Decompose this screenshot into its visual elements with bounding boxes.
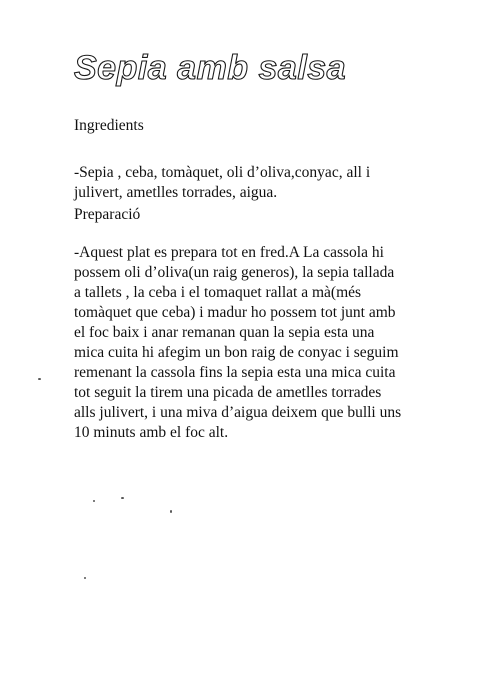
recipe-title: Sepia amb salsa	[74, 49, 347, 87]
preparation-heading: Preparació	[74, 206, 141, 223]
scan-speck	[93, 500, 95, 502]
ingredients-heading: Ingredients	[74, 117, 144, 134]
scan-speck	[84, 577, 86, 579]
scan-speck	[121, 497, 124, 499]
scan-speck	[38, 378, 41, 380]
scan-speck	[170, 510, 172, 513]
preparation-text: -Aquest plat es prepara tot en fred.A La cassola hi possem oli d’oliva(un raig generos), la sepia tallada a tallets , la ceba i el tomaquet rallat a mà(més tomàquet que ceba) i madur ho possem tot junt amb el foc baix i anar remanan quan la sepia esta una mica cuita hi afegim un bon raig de conyac i seguim remenant la cassola fins la sepia esta una mica cuita tot seguit la tirem una picada de ametlles torrades alls julivert, i una miva d’aigua deixem que bulli uns 10 minuts amb el foc alt.	[74, 244, 402, 441]
ingredients-text: -Sepia , ceba, tomàquet, oli d’oliva,conyac, all i julivert, ametlles torrades, aigua.	[74, 164, 371, 201]
